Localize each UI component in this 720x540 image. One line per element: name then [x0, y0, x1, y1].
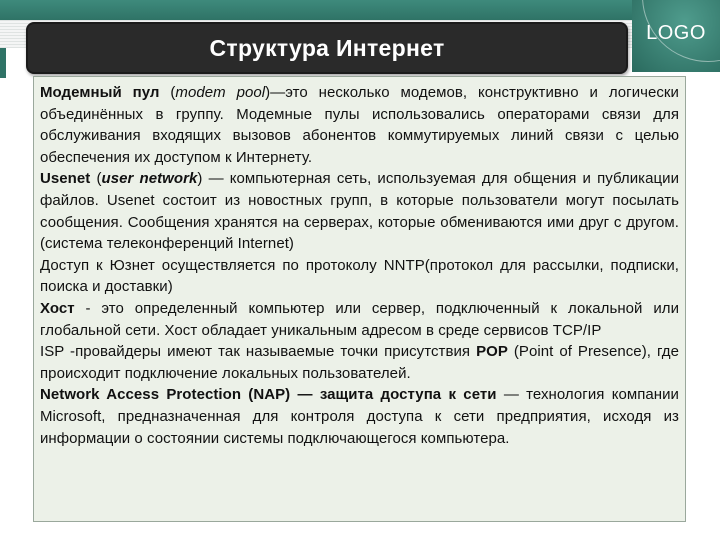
- term-nap: Network Access Protection (NAP) — защита доступа к сети: [40, 386, 497, 404]
- term-usenet: Usenet: [40, 170, 91, 188]
- term-modem-pool: Модемный пул: [40, 84, 160, 101]
- term-host: Хост: [40, 299, 75, 317]
- term-pop: POP: [476, 343, 508, 361]
- isp-before: ISP -провайдеры имеют так называемые точки присутствия: [40, 343, 477, 361]
- content-box: [33, 76, 686, 522]
- logo-text: LOGO: [646, 22, 706, 44]
- paragraph-usenet: [40, 168, 679, 254]
- usenet-rest: ) — компьютерная сеть, используемая для общения и публикации файлов. Usenet состоит из новостных групп, в которые пользователи могут посылать сообщения. Сообщения хранятся на серверах, которые обмениваются ими друг с другом.(система телеконференций Internet): [40, 170, 679, 253]
- logo-box: [632, 0, 720, 72]
- slide-title: Структура Интернет: [209, 34, 445, 61]
- usenet-open: (: [90, 170, 102, 188]
- modem-english: modem pool: [175, 84, 266, 101]
- paragraph-host: [40, 298, 679, 341]
- title-box: [26, 22, 628, 74]
- nap-rest: — технология компании Microsoft, предназначенная для контроля доступа к сети предприятия, исходя из информации о состоянии системы подключающегося компьютера.: [40, 386, 679, 447]
- modem-open: (: [159, 84, 176, 101]
- paragraph-modem-pool: [40, 82, 679, 168]
- paragraph-nap: [40, 384, 679, 449]
- isp-rest: (Point of Presence), где происходит подключение локальных пользователей.: [40, 343, 679, 382]
- usenet-english: user network: [101, 170, 198, 188]
- modem-rest: )—это несколько модемов, конструктивно и логически объединённых в группу. Модемные пулы использовались операторами связи для обслуживания входящих вызовов абонентов коммутируемых линий связи с целью обеспечения их доступом к Интернету.: [40, 84, 679, 166]
- paragraph-usenet-protocol: Доступ к Юзнет осуществляется по протоколу NNTP(протокол для рассылки, подписки, поиска и доставки): [40, 256, 679, 296]
- top-bar: [0, 0, 720, 20]
- host-rest: - это определенный компьютер или сервер, подключенный к локальной или глобальной сети. Хост обладает уникальным адресом в среде сервисов TCP/IP: [40, 299, 679, 339]
- paragraph-isp: [40, 341, 679, 384]
- left-accent-rule: [0, 48, 6, 78]
